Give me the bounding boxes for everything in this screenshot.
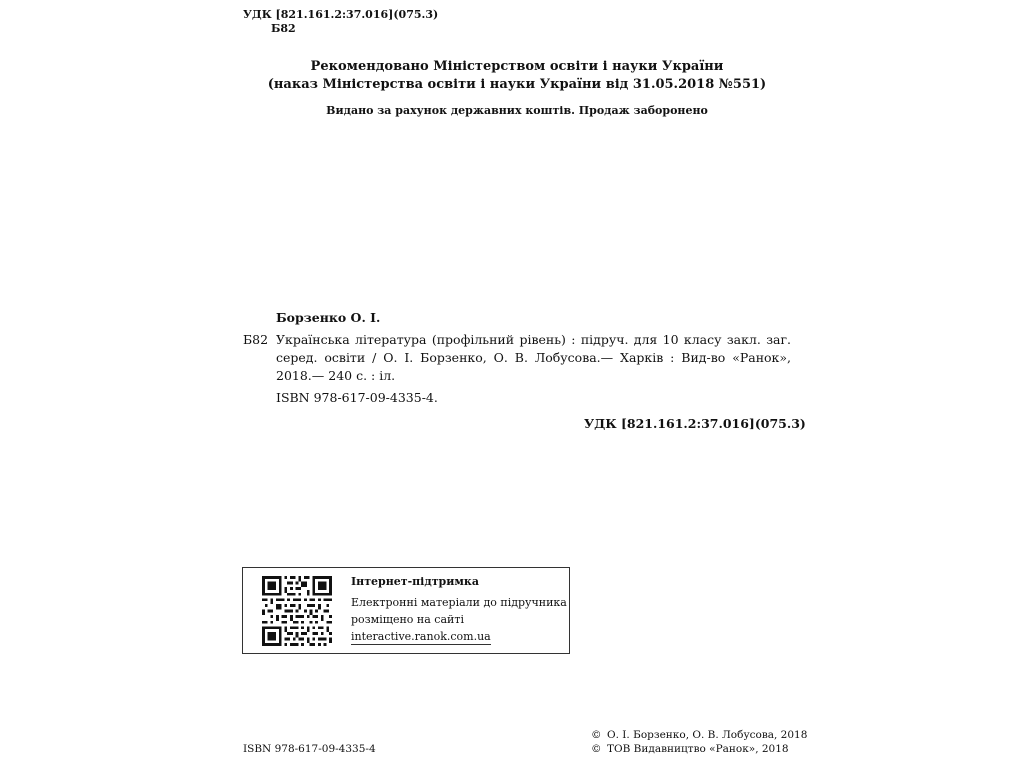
bibliography-author: Борзенко О. І. xyxy=(276,310,381,325)
book-code-header: Б82 xyxy=(271,22,296,35)
copyright-publisher xyxy=(591,743,789,755)
internet-support-box xyxy=(242,567,570,654)
bibliography-isbn: ISBN 978-617-09-4335-4. xyxy=(276,390,438,405)
qr-code-icon[interactable] xyxy=(262,576,332,646)
udk-header: УДК [821.161.2:37.016](075.3) xyxy=(243,8,439,21)
bibliography-code: Б82 xyxy=(243,332,269,347)
support-url-link[interactable]: interactive.ranok.com.ua xyxy=(351,630,491,643)
funding-notice: Видано за рахунок державних коштів. Продаж заборонено xyxy=(326,104,708,117)
bibliography-description: Українська література (профільний рівень) : підруч. для 10 класу закл. заг. серед. освіти / О. І. Борзенко, О. В. Лобусова.— Харків : Вид-во «Ранок», 2018.— 240 с. : іл. xyxy=(276,332,791,383)
copyright-symbol: © xyxy=(591,729,602,741)
recommendation-line-1: Рекомендовано Міністерством освіти і науки України xyxy=(310,59,724,74)
support-text-line-1: Електронні матеріали до підручника xyxy=(351,596,567,609)
copyright-authors xyxy=(591,729,807,741)
copyright-symbol: © xyxy=(591,743,602,755)
copyright-authors-text: О. І. Борзенко, О. В. Лобусова, 2018 xyxy=(607,729,808,741)
footer-isbn: ISBN 978-617-09-4335-4 xyxy=(243,743,376,755)
support-title: Інтернет-підтримка xyxy=(351,575,479,588)
copyright-publisher-text: ТОВ Видавництво «Ранок», 2018 xyxy=(607,743,789,755)
bibliography-udk: УДК [821.161.2:37.016](075.3) xyxy=(584,416,806,431)
support-text-line-2: розміщено на сайті xyxy=(351,613,464,626)
recommendation-line-2: (наказ Міністерства освіти і науки України від 31.05.2018 №551) xyxy=(267,77,767,92)
